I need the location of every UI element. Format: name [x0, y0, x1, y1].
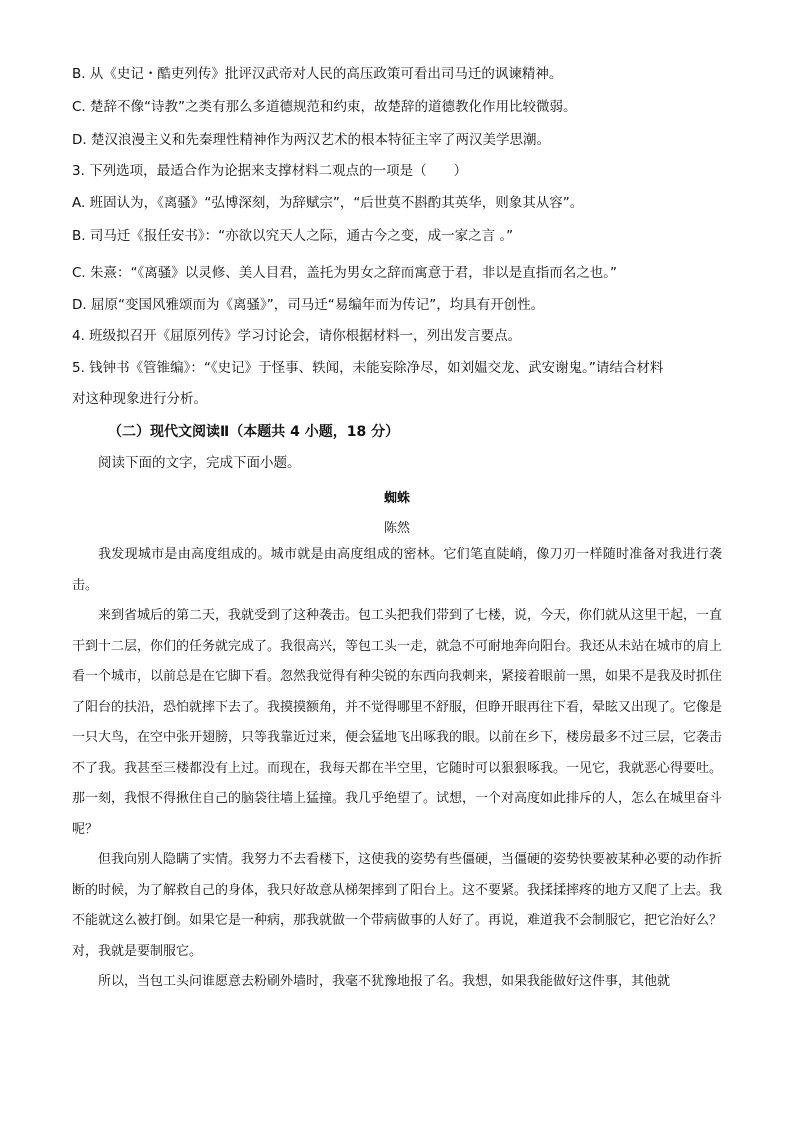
question-3-option-a: A. 班固认为，《离骚》“弘博深刻，为辞赋宗”，“后世莫不斟酌其英华，则象其从容”。 [72, 195, 584, 211]
question-5-line-1: 5. 钱钟书《管锥编》：“《史记》于怪事、轶闻，未能妄除净尽，如刘媪交龙、武安谢鬼。”请结合材料 [72, 360, 664, 376]
question-3-option-b: B. 司马迁《报任安书》：“亦欲以究天人之际，通古今之变，成一家之言 。” [72, 228, 514, 244]
article-author: 陈然 [383, 521, 410, 536]
article-paragraph: 我发现城市是由高度组成的。城市就是由高度组成的密林。它们笔直陡峭，像刀刃一样随时准备对我进行袭击。 [72, 547, 722, 593]
option-c-q2: C. 楚辞不像“诗教”之类有那么多道德规范和约束，故楚辞的道德教化作用比较微弱。 [72, 99, 577, 115]
question-5-line-2: 对这种现象进行分析。 [72, 391, 207, 407]
article-paragraph: 但我向别人隐瞒了实情。我努力不去看楼下，这使我的姿势有些僵硬，当僵硬的姿势快要被某种必要的动作折断的时候，为了解救自己的身体，我只好故意从梯架摔到了阳台上。这不要紧。我揉揉摔疼的地方又爬了上去。我不能就这么被打倒。如果它是一种病，那我就做一个带病做事的人好了。再说，难道我不会制服它，把它治好么？对，我就是要制服它。 [72, 852, 723, 959]
question-4: 4. 班级拟召开《屈原列传》学习讨论会，请你根据材料一，列出发言要点。 [72, 328, 522, 344]
article-body [72, 540, 722, 998]
section-heading: （二）现代文阅读Ⅱ（本题共 4 小题，18 分） [108, 424, 400, 440]
article-paragraph: 所以，当包工头问谁愿意去粉刷外墙时，我毫不犹豫地报了名。我想，如果我能做好这件事，其他就 [98, 974, 671, 989]
question-3-option-d: D. 屈原“变国风雅颂而为《离骚》”，司马迁“易编年而为传记”，均具有开创性。 [72, 297, 545, 313]
article-paragraph: 来到省城后的第二天，我就受到了这种袭击。包工头把我们带到了七楼，说，今天，你们就从这里干起，一直干到十二层，你们的任务就完成了。我很高兴，等包工头一走，就急不可耐地奔向阳台。我还从未站在城市的肩上看一个城市，以前总是在它脚下看。忽然我觉得有种尖锐的东西向我刺来，紧接着眼前一黑，如果不是我及时抓住了阳台的扶沿，恐怕就摔下去了。我摸摸额角，并不觉得哪里不舒服，但睁开眼再往下看，晕眩又出现了。它像是一只大鸟，在空中张开翅膀，只等我靠近过来，便会猛地飞出啄我的眼。以前在乡下，楼房最多不过三层，它袭击不了我。我甚至三楼都没有上过。而现在，我每天都在半空里，它随时可以狠狠啄我。一见它，我就恶心得要吐。那一刻，我恨不得揪住自己的脑袋往墙上猛撞。我几乎绝望了。试想，一个对高度如此排斥的人，怎么在城里奋斗呢？ [72, 608, 723, 837]
reading-instruction: 阅读下面的文字，完成下面小题。 [98, 455, 301, 471]
option-b-q2: B. 从《史记・酷吏列传》批评汉武帝对人民的高压政策可看出司马迁的讽谏精神。 [72, 66, 563, 82]
article-title: 蜘蛛 [383, 491, 410, 506]
option-d-q2: D. 楚汉浪漫主义和先秦理性精神作为两汉艺术的根本特征主宰了两汉美学思潮。 [72, 132, 550, 148]
question-3-option-c: C. 朱熹：“《离骚》以灵修、美人目君，盖托为男女之辞而寓意于君，非以是直指而名之也。” [72, 265, 617, 281]
question-3-stem: 3. 下列选项，最适合作为论据来支撑材料二观点的一项是（ ） [72, 163, 468, 179]
